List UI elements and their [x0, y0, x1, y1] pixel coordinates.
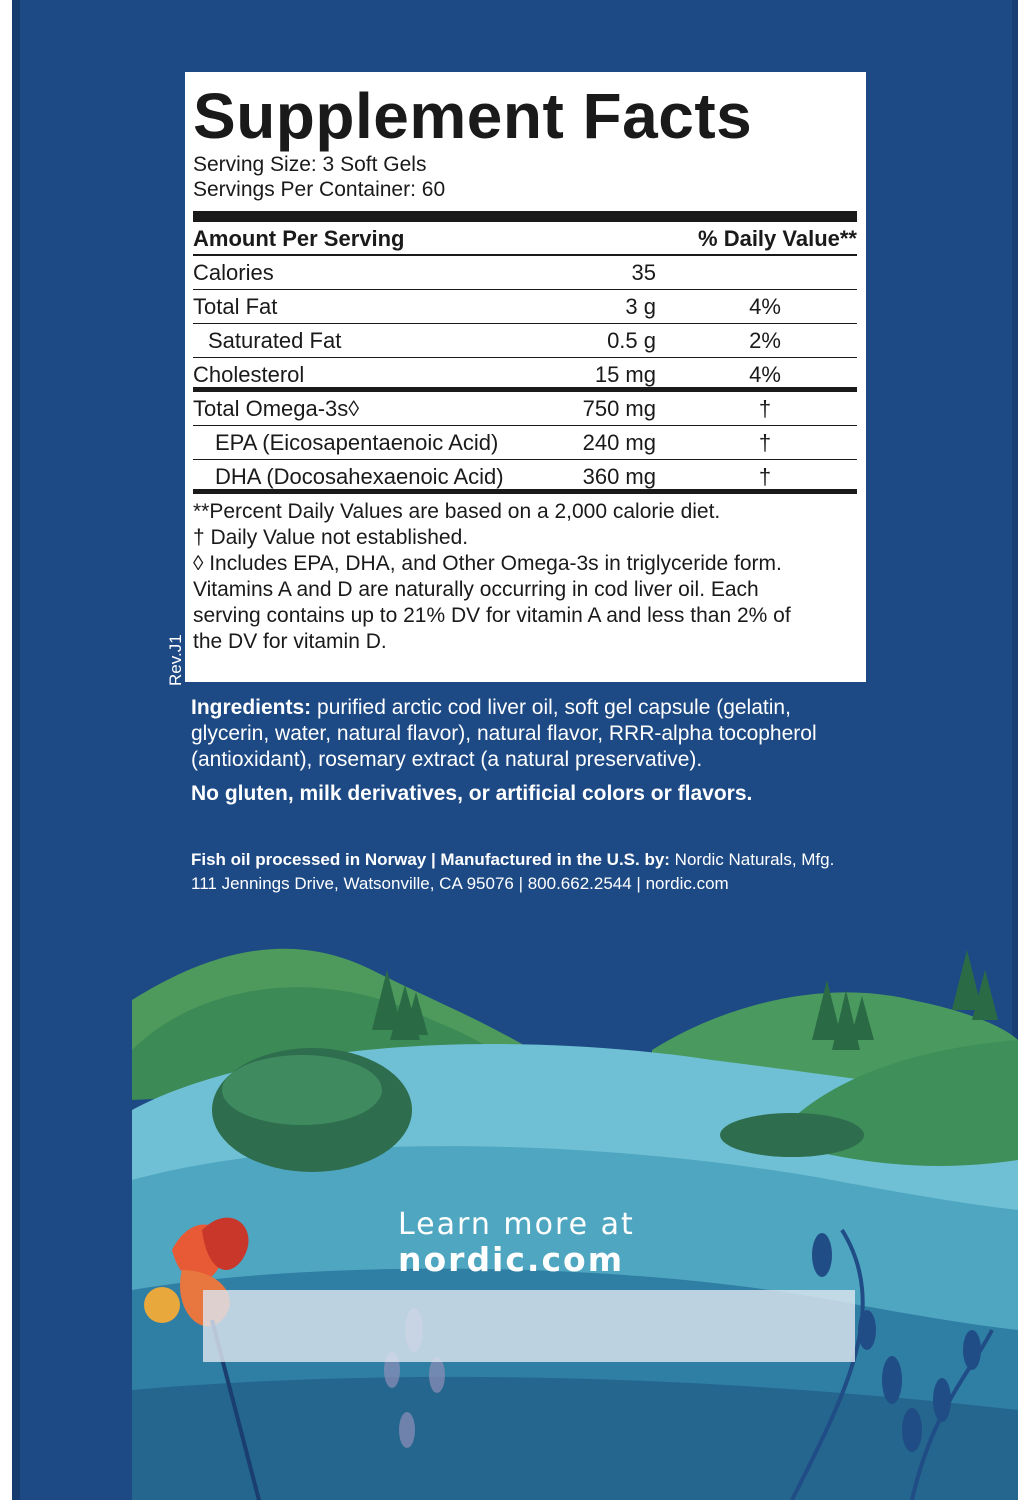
facts-title: Supplement Facts: [193, 80, 753, 152]
nutrient-name: DHA (Docosahexaenoic Acid): [215, 464, 504, 489]
facts-divider-thick: [193, 211, 857, 222]
supplement-facts-panel: [185, 72, 866, 682]
facts-row: [193, 460, 857, 494]
allergen-statement: No gluten, milk derivatives, or artificial colors or flavors.: [191, 782, 753, 805]
nutrient-amount: 360 mg: [582, 464, 656, 489]
footnote-vitamins-line3: the DV for vitamin D.: [193, 630, 387, 653]
nutrient-name: Cholesterol: [193, 362, 305, 387]
header-daily-value: % Daily Value**: [698, 226, 857, 251]
nutrient-amount: 3 g: [625, 294, 656, 319]
ingredients: [191, 695, 867, 773]
facts-footnotes: [193, 494, 857, 655]
facts-row: [193, 426, 857, 460]
rock-large-top: [222, 1055, 382, 1125]
lot-code-box: [203, 1290, 855, 1362]
facts-row: [193, 392, 857, 426]
servings-per-container: Servings Per Container: 60: [193, 178, 446, 201]
nutrient-name: Saturated Fat: [208, 328, 342, 353]
facts-row: [193, 358, 857, 392]
footnote-vitamins-line1: Vitamins A and D are naturally occurring in cod liver oil. Each: [193, 578, 759, 601]
manufacturer-name: Nordic Naturals, Mfg.: [669, 850, 835, 869]
manufacturer-line1: [191, 848, 834, 872]
serving-size: Serving Size: 3 Soft Gels: [193, 153, 427, 176]
facts-row: [193, 290, 857, 324]
ingredients-label: Ingredients:: [191, 696, 312, 719]
nutrient-dv: 4%: [749, 294, 781, 319]
website-text: nordic.com: [398, 1240, 625, 1279]
nutrient-dv: 4%: [749, 362, 781, 387]
nutrient-name: Total Fat: [193, 294, 278, 319]
header-amount: Amount Per Serving: [193, 226, 405, 251]
manufacturer-address: 111 Jennings Drive, Watsonville, CA 95076 | 800.662.2544 | nordic.com: [191, 874, 729, 893]
nutrient-amount: 0.5 g: [607, 328, 656, 353]
yellow-flower: [144, 1287, 180, 1323]
facts-row: [193, 324, 857, 358]
nutrient-dv: †: [758, 464, 772, 489]
nutrient-dv: 2%: [749, 328, 781, 353]
learn-more-text: Learn more at: [398, 1207, 635, 1242]
manufacturer-origin: Fish oil processed in Norway | Manufactured in the U.S. by:: [191, 850, 670, 869]
footnote-dagger: † Daily Value not established.: [193, 526, 469, 549]
nutrient-name: Total Omega-3s◊: [193, 396, 360, 421]
revision-code: Rev.J1: [166, 634, 185, 686]
manufacturer-info: [191, 848, 834, 896]
footnote-vitamins-line2: serving contains up to 21% DV for vitamin A and less than 2% of: [193, 604, 791, 627]
facts-row: [193, 256, 857, 290]
nutrient-dv: †: [758, 396, 772, 421]
nutrient-name: EPA (Eicosapentaenoic Acid): [215, 430, 499, 455]
nutrient-amount: 240 mg: [582, 430, 656, 455]
rock-small: [720, 1113, 864, 1157]
footnote-omega: ◊ Includes EPA, DHA, and Other Omega-3s in triglyceride form.: [193, 552, 782, 575]
nutrient-amount: 35: [631, 260, 656, 285]
product-box-panel: [12, 0, 1018, 1500]
facts-header-row: [193, 222, 857, 256]
nutrient-amount: 750 mg: [582, 396, 656, 421]
ingredients-text: purified arctic cod liver oil, soft gel capsule (gelatin, glycerin, water, natural flavor), natural flavor, RRR-alpha tocopherol (antioxidant), rosemary extract (a natural preservative).: [191, 696, 817, 771]
nutrient-name: Calories: [193, 260, 274, 285]
footnote-daily-values: **Percent Daily Values are based on a 2,000 calorie diet.: [193, 500, 721, 523]
nutrient-amount: 15 mg: [594, 362, 656, 387]
nutrient-dv: †: [758, 430, 772, 455]
